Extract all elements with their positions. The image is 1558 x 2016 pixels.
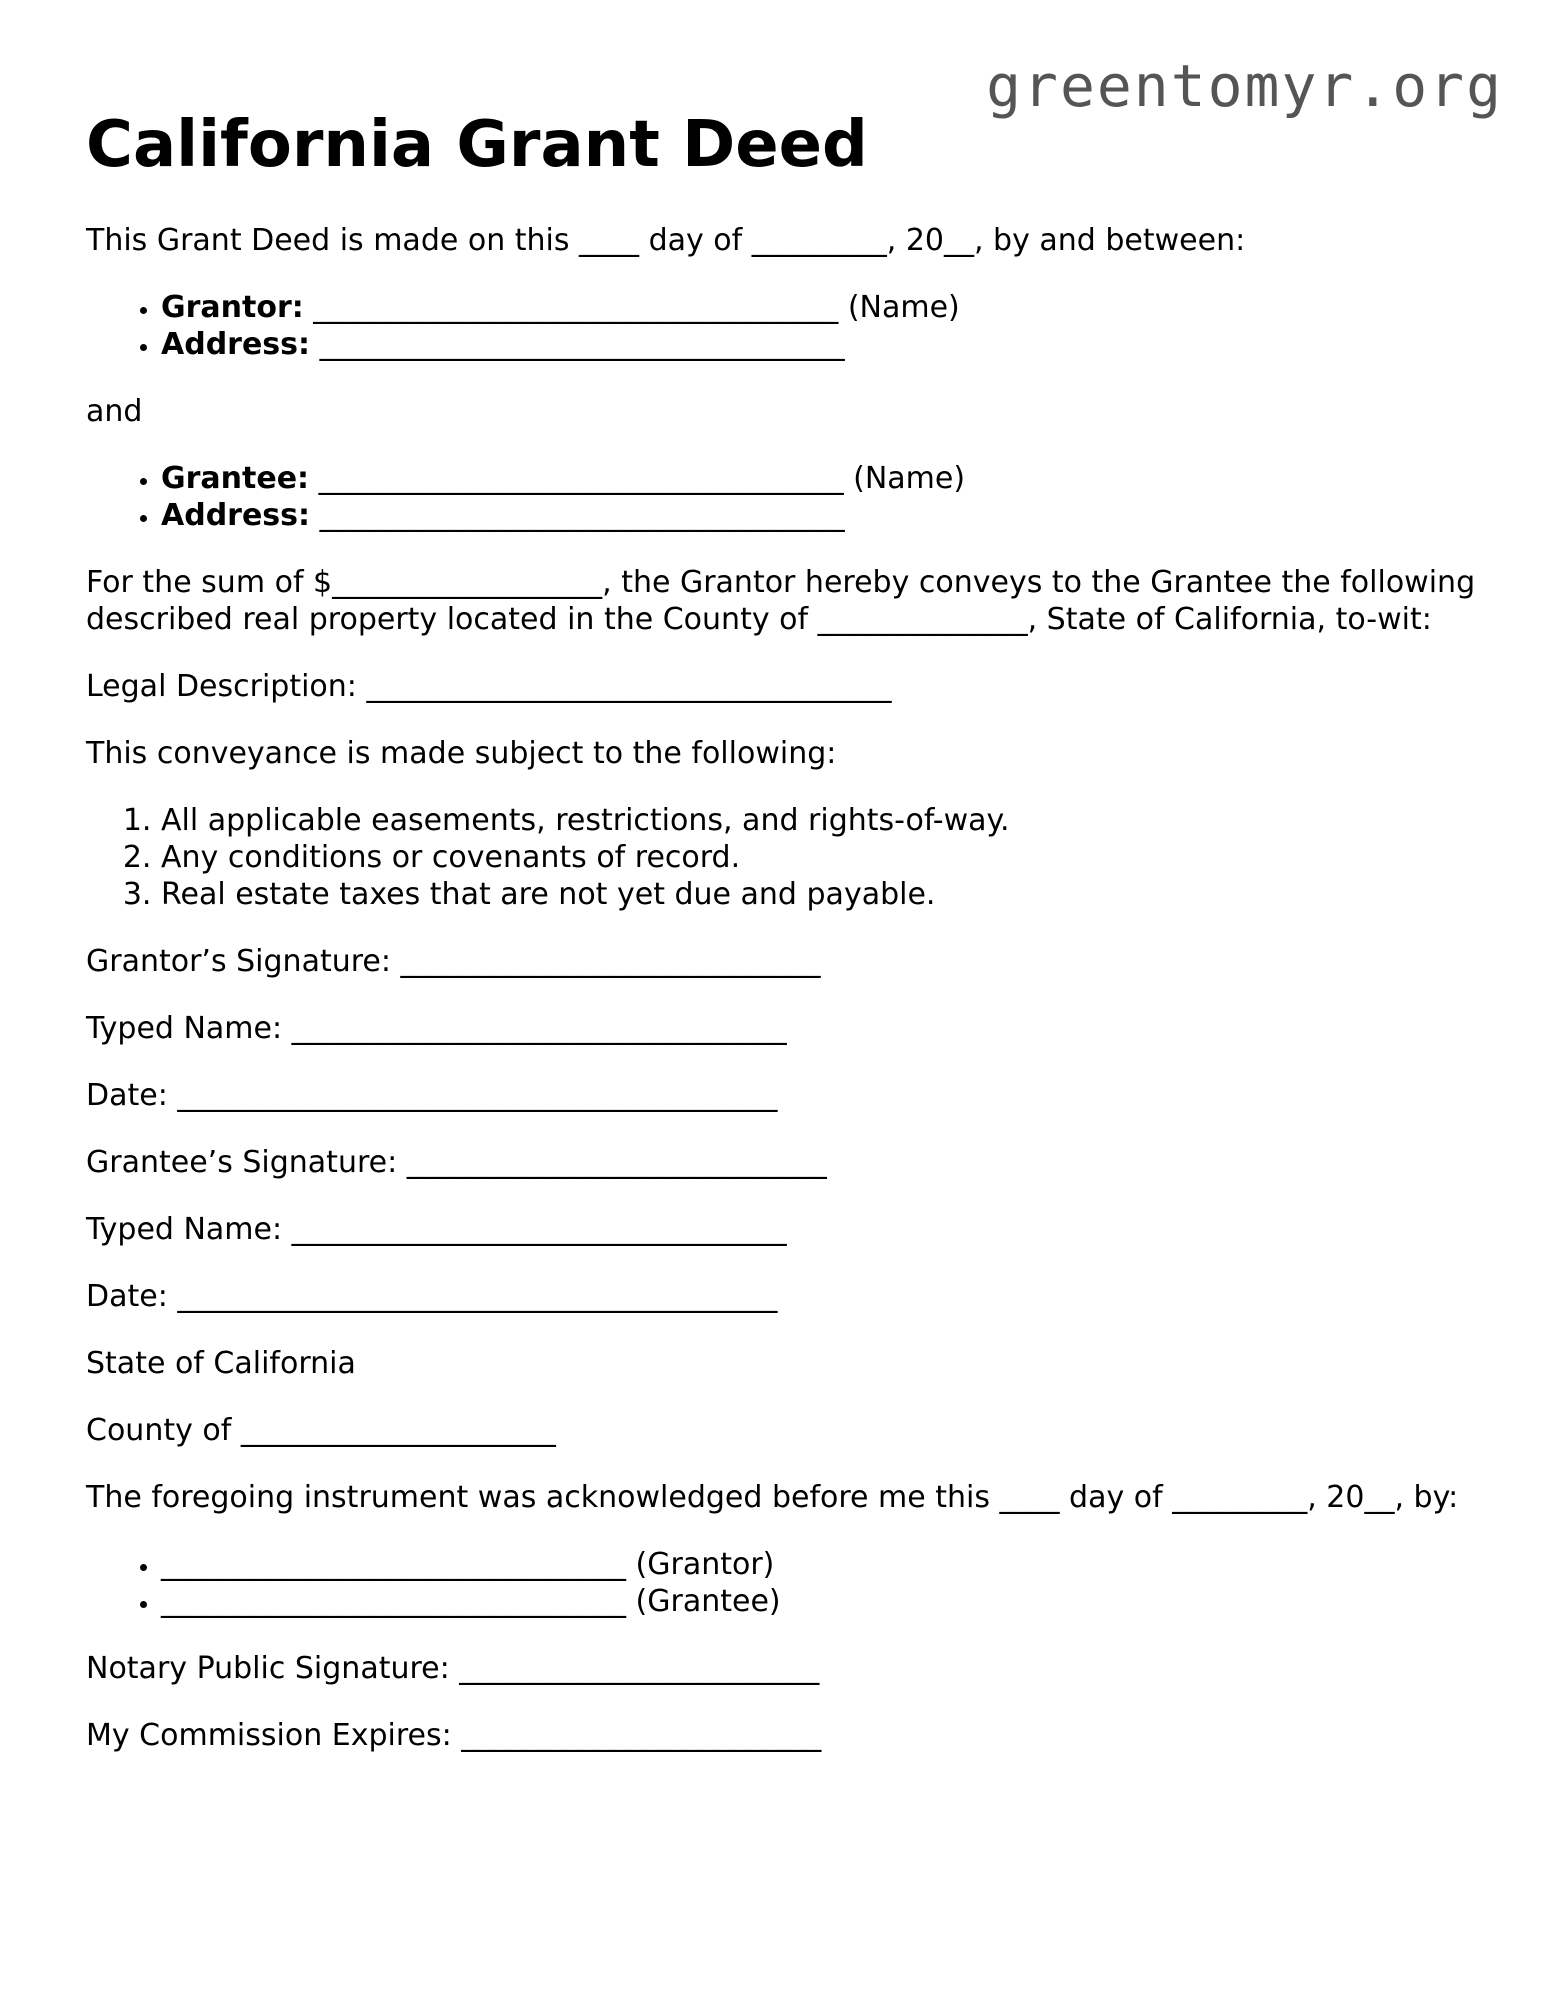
grantee-address-item (161, 497, 1486, 534)
grantee-typed-name-line: Typed Name: _________________________________ (86, 1212, 787, 1247)
acknowledgment-paragraph: The foregoing instrument was acknowledged before me this ____ day of _________, 20__, by: (86, 1480, 1459, 1515)
grantee-signature-line: Grantee’s Signature: ____________________________ (86, 1145, 827, 1180)
commission-expires-line: My Commission Expires: ________________________ (86, 1718, 822, 1753)
ack-party-item: • _______________________________ (Grantee) (161, 1583, 1486, 1620)
document-body (86, 222, 1486, 1784)
grantee-address-label: Address: (161, 498, 311, 533)
grantor-label: Grantor: (161, 290, 304, 325)
grantee-label: Grantee: (161, 461, 310, 496)
legal-description: Legal Description: ___________________________________ (86, 669, 892, 704)
condition-item: 2. Any conditions or covenants of record. (161, 839, 1486, 876)
grantor-item (161, 289, 1486, 326)
grantor-address-item (161, 326, 1486, 363)
and-text: and (86, 394, 143, 429)
page-title: California Grant Deed (86, 108, 868, 182)
grantor-date-line: Date: ________________________________________ (86, 1078, 778, 1113)
notary-signature-line: Notary Public Signature: ________________________ (86, 1651, 820, 1686)
grantor-list (86, 289, 1486, 363)
condition-item: 3. Real estate taxes that are not yet due and payable. (161, 876, 1486, 913)
consideration-paragraph: For the sum of $__________________, the Grantor hereby conveys to the Grantee the following described real property located in the County of ______________, State of California, to-wit: (86, 565, 1476, 637)
grantee-item (161, 460, 1486, 497)
grantee-name-line: ___________________________________ (Name) (309, 461, 966, 496)
grantor-address-line: ___________________________________ (310, 327, 845, 362)
watermark: greentomyr.org (986, 52, 1503, 120)
condition-item: 1. All applicable easements, restrictions, and rights-of-way. (161, 802, 1486, 839)
ack-parties-list (86, 1546, 1486, 1620)
ack-party-item: • _______________________________ (Grantor) (161, 1546, 1486, 1583)
intro-paragraph: This Grant Deed is made on this ____ day of _________, 20__, by and between: (86, 223, 1246, 258)
subject-intro: This conveyance is made subject to the following: (86, 736, 837, 771)
grantor-address-label: Address: (161, 327, 311, 362)
grantee-list (86, 460, 1486, 534)
grantor-name-line: ___________________________________ (Name) (303, 290, 960, 325)
grantee-date-line: Date: ________________________________________ (86, 1279, 778, 1314)
conditions-list (86, 802, 1486, 913)
grantor-signature-line: Grantor’s Signature: ____________________________ (86, 944, 821, 979)
grantee-address-line: ___________________________________ (310, 498, 845, 533)
state-line: State of California (86, 1346, 356, 1381)
grantor-typed-name-line: Typed Name: _________________________________ (86, 1011, 787, 1046)
county-line: County of _____________________ (86, 1413, 556, 1448)
